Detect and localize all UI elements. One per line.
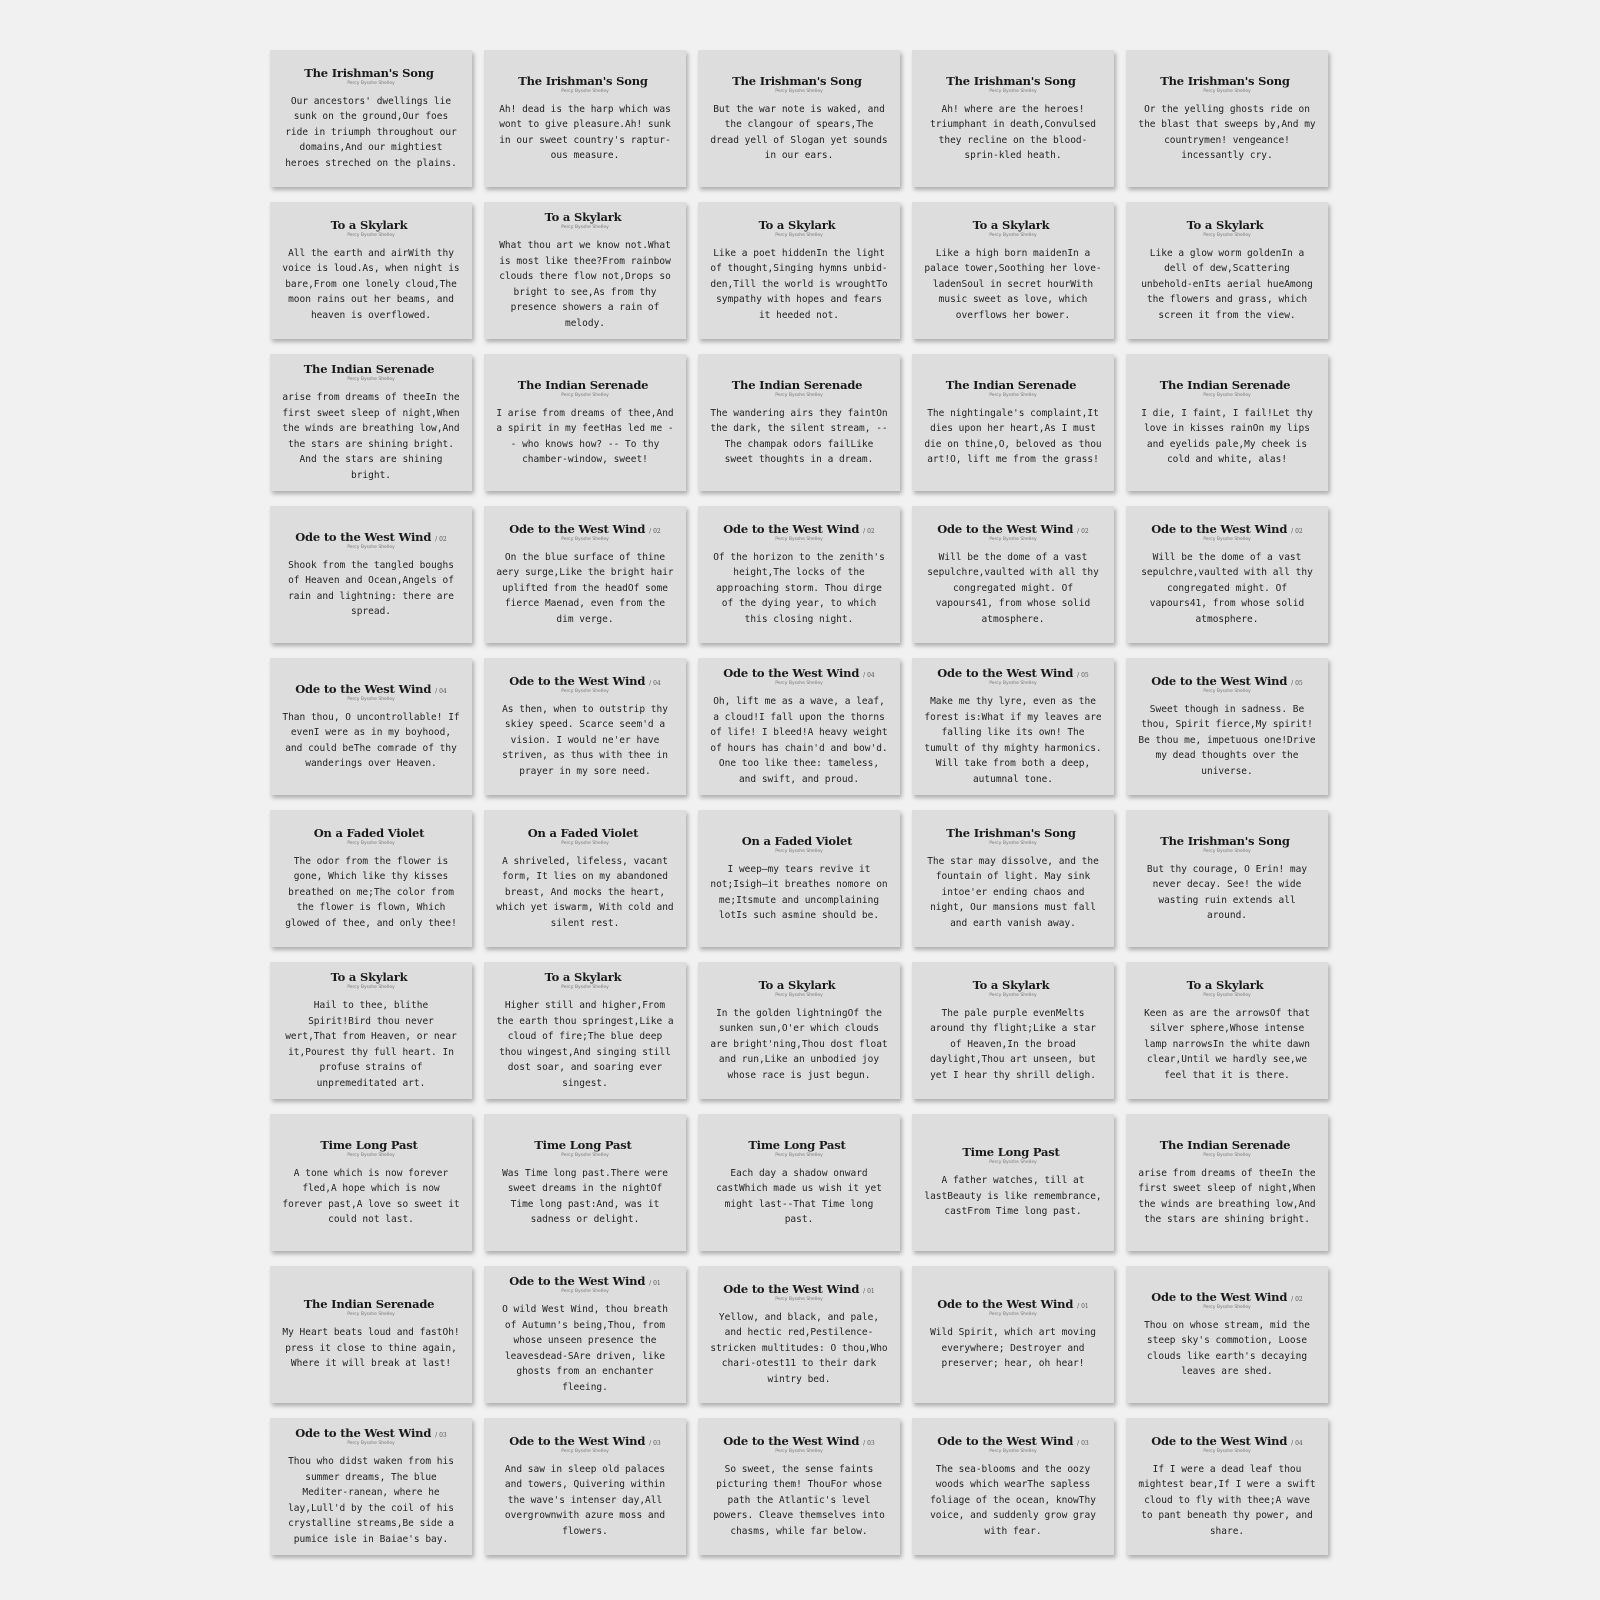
card-header [331, 970, 412, 984]
card-number: / 02 [1291, 1295, 1303, 1303]
card-number: / 05 [1077, 672, 1089, 679]
card-excerpt: Thou who didst waken from his summer dreams, The blue Mediter-ranean, where he lay,Lull'd by the coil of his crystalline streams,Be side a pumice isle in Baiae's bay. [288, 1456, 454, 1545]
card-author: Percy Bysshe Shelley [775, 88, 823, 94]
card-excerpt: arise from dreams of theeIn the first sweet sleep of night,When the winds are breathing low,And the stars are shining bright. [1138, 1167, 1316, 1225]
card-author: Percy Bysshe Shelley [347, 1441, 395, 1446]
poem-card[interactable] [1126, 962, 1328, 1099]
card-title: To a Skylark [758, 977, 836, 992]
card-header [304, 362, 439, 376]
card-header [304, 66, 437, 80]
card-header [304, 1297, 439, 1311]
card-excerpt: Oh, lift me as a wave, a leaf, a cloud!I fall upon the thorns of life! I bleed!A heavy weight of hours has chain'd and bow'd. One too like thee: tameless, and swift, and proud. [710, 696, 888, 785]
card-author: Percy Bysshe Shelley [775, 848, 823, 854]
card-excerpt: So sweet, the sense faints picturing them! ThouFor whose path the Atlantic's level powers. Cleave themselves into chasms, while far below. [713, 1463, 885, 1537]
card-number: / 02 [863, 527, 875, 535]
card-title: Time Long Past [962, 1145, 1060, 1160]
card-header [295, 530, 447, 544]
card-title: The Indian Serenade [303, 1297, 435, 1312]
poem-card[interactable] [484, 1114, 686, 1251]
card-author: Percy Bysshe Shelley [989, 392, 1037, 398]
card-header [518, 378, 653, 392]
poem-card[interactable] [698, 506, 900, 643]
card-header [723, 522, 875, 536]
card-title: The Irishman's Song [1160, 73, 1290, 88]
poem-card[interactable] [270, 202, 472, 339]
card-author: Percy Bysshe Shelley [989, 88, 1037, 94]
card-title: Ode to the West Wind [723, 1433, 860, 1448]
card-title: Ode to the West Wind [1151, 673, 1288, 688]
card-header [723, 1282, 875, 1296]
card-author: Percy Bysshe Shelley [1203, 848, 1251, 854]
poem-card[interactable] [270, 658, 472, 795]
card-header [937, 1297, 1089, 1311]
card-header [946, 378, 1081, 392]
card-excerpt: Keen as are the arrowsOf that silver sphere,Whose intense lamp narrowsIn the white dawn clear,Until we hardly see,we feel that it is there. [1144, 1007, 1310, 1081]
poem-card[interactable] [912, 1418, 1114, 1555]
card-title: The Irishman's Song [946, 825, 1076, 840]
card-header [509, 1274, 661, 1288]
card-header [295, 682, 447, 696]
card-number: / 01 [649, 1280, 661, 1287]
card-number: / 03 [435, 1432, 447, 1439]
card-excerpt: Will be the dome of a vast sepulchre,vaulted with all thy congregated might. Of vapours41, from whose solid atmosphere. [1141, 551, 1313, 625]
card-author: Percy Bysshe Shelley [347, 1312, 395, 1318]
poem-card[interactable] [698, 962, 900, 1099]
card-author: Percy Bysshe Shelley [347, 1152, 395, 1158]
poem-card[interactable] [1126, 1418, 1328, 1555]
poem-card[interactable] [484, 1266, 686, 1403]
card-author: Percy Bysshe Shelley [1203, 88, 1251, 94]
card-excerpt: But the war note is waked, and the clangour of spears,The dread yell of Slogan yet sounds in our ears. [710, 103, 888, 161]
card-title: Ode to the West Wind [295, 681, 432, 696]
poem-card[interactable] [270, 810, 472, 947]
card-author: Percy Bysshe Shelley [561, 1289, 609, 1294]
card-title: To a Skylark [972, 217, 1050, 232]
card-title: Ode to the West Wind [937, 1433, 1074, 1448]
card-author: Percy Bysshe Shelley [347, 232, 395, 238]
card-title: Ode to the West Wind [295, 1426, 432, 1440]
card-title: To a Skylark [330, 970, 408, 984]
card-excerpt: A father watches, till at lastBeauty is like remembrance, castFrom Time long past. [924, 1175, 1102, 1218]
card-excerpt: The wandering airs they faintOn the dark, the silent stream, --The champak odors failLike sweet thoughts in a dream. [710, 407, 888, 465]
card-author: Percy Bysshe Shelley [347, 696, 395, 702]
card-author: Percy Bysshe Shelley [1203, 1152, 1251, 1158]
card-author: Percy Bysshe Shelley [561, 88, 609, 94]
card-header [331, 218, 412, 232]
card-sheet [270, 50, 1328, 1555]
card-author: Percy Bysshe Shelley [989, 840, 1037, 846]
card-excerpt: O wild West Wind, thou breath of Autumn's being,Thou, from whose unseen presence the leavesdead-SAre driven, like ghosts from an enchanter fleeing. [502, 1304, 668, 1393]
card-title: Ode to the West Wind [295, 529, 432, 544]
card-title: Ode to the West Wind [509, 1274, 646, 1288]
card-title: To a Skylark [544, 970, 622, 984]
poem-card[interactable] [698, 810, 900, 947]
card-number: / 02 [1077, 527, 1089, 535]
card-title: Time Long Past [748, 1137, 846, 1152]
poem-card[interactable] [698, 202, 900, 339]
card-author: Percy Bysshe Shelley [561, 225, 609, 230]
card-author: Percy Bysshe Shelley [347, 80, 395, 86]
card-header [973, 978, 1054, 992]
card-header [1160, 74, 1293, 88]
card-header [937, 1434, 1089, 1448]
card-author: Percy Bysshe Shelley [775, 681, 823, 686]
card-header [937, 522, 1089, 536]
card-excerpt: And saw in sleep old palaces and towers, Quivering within the wave's intenser day,All overgrownwith azure moss and flowers. [504, 1463, 666, 1537]
card-header [732, 74, 865, 88]
card-title: The Irishman's Song [732, 73, 862, 88]
card-author: Percy Bysshe Shelley [775, 1448, 823, 1454]
card-header [518, 74, 651, 88]
card-title: Ode to the West Wind [723, 521, 860, 536]
card-excerpt: Yellow, and black, and pale, and hectic red,Pestilence-stricken multitudes: O thou,Who chari-otest11 to their dark wintry bed. [710, 1311, 888, 1385]
card-number: / 01 [1077, 1303, 1089, 1311]
card-title: Ode to the West Wind [509, 673, 646, 688]
card-number: / 03 [649, 1439, 661, 1447]
poem-card[interactable] [698, 354, 900, 491]
card-header [1151, 1434, 1303, 1448]
card-title: The Indian Serenade [303, 362, 435, 376]
poem-card[interactable] [1126, 354, 1328, 491]
card-header [528, 826, 643, 840]
card-author: Percy Bysshe Shelley [989, 1312, 1037, 1318]
card-author: Percy Bysshe Shelley [775, 536, 823, 542]
poem-card[interactable] [484, 202, 686, 339]
card-excerpt: The nightingale's complaint,It dies upon her heart,As I must die on thine,O, beloved as thou art!O, lift me from the grass! [924, 407, 1102, 465]
card-excerpt: What thou art we know not.What is most like thee?From rainbow clouds there flow not,Drops so bright to see,As from thy presence showers a rain of melody. [499, 240, 671, 329]
card-author: Percy Bysshe Shelley [1203, 1448, 1251, 1454]
poem-card[interactable] [484, 658, 686, 795]
card-number: / 04 [1291, 1439, 1303, 1447]
card-number: / 05 [1291, 679, 1303, 687]
card-author: Percy Bysshe Shelley [989, 232, 1037, 238]
card-author: Percy Bysshe Shelley [775, 232, 823, 238]
card-excerpt: I weep—my tears revive it not;Isigh—it breathes nomore on me;Itsmute and uncomplaining lotIs such asmine should be. [710, 863, 888, 921]
card-excerpt: Like a glow worm goldenIn a dell of dew,Scattering unbehold-enIts aerial hueAmong the flowers and grass, which screen it from the view. [1141, 247, 1313, 321]
card-header [742, 834, 857, 848]
card-author: Percy Bysshe Shelley [561, 536, 609, 542]
card-header [545, 210, 626, 224]
card-header [946, 74, 1079, 88]
poem-card[interactable] [270, 962, 472, 1099]
card-header [320, 1138, 421, 1152]
card-excerpt: A shriveled, lifeless, vacant form, It lies on my abandoned breast, And mocks the heart, which yet iswarm, With cold and silent rest. [496, 855, 674, 929]
card-header [534, 1138, 635, 1152]
card-number: / 02 [435, 535, 447, 543]
card-number: / 01 [863, 1287, 875, 1295]
card-header [1151, 674, 1303, 688]
card-excerpt: Was Time long past.There were sweet dreams in the nightOf Time long past:And, was it sadness or delight. [502, 1167, 668, 1225]
card-author: Percy Bysshe Shelley [561, 1448, 609, 1454]
card-title: To a Skylark [1186, 977, 1264, 992]
card-excerpt: Will be the dome of a vast sepulchre,vaulted with all thy congregated might. Of vapours41, from whose solid atmosphere. [927, 551, 1099, 625]
card-author: Percy Bysshe Shelley [347, 985, 395, 990]
card-excerpt: arise from dreams of theeIn the first sweet sleep of night,When the winds are breathing low,And the stars are shining bright. And the stars are shining bright. [282, 392, 460, 481]
card-header [759, 978, 840, 992]
card-header [748, 1138, 849, 1152]
card-excerpt: Each day a shadow onward castWhich made us wish it yet might last--That Time long past. [716, 1167, 882, 1225]
card-author: Percy Bysshe Shelley [1203, 992, 1251, 998]
card-title: The Irishman's Song [1160, 833, 1290, 848]
card-title: To a Skylark [330, 217, 408, 232]
card-excerpt: Shook from the tangled boughs of Heaven and Ocean,Angels of rain and lightning: there are spread. [288, 559, 454, 617]
poem-card[interactable] [912, 202, 1114, 339]
card-title: Ode to the West Wind [509, 1433, 646, 1448]
card-excerpt: Of the horizon to the zenith's height,The locks of the approaching storm. Thou dirge of the dying year, to which this closing night. [713, 551, 885, 625]
card-header [1160, 834, 1293, 848]
card-number: / 03 [863, 1439, 875, 1447]
card-header [1160, 378, 1295, 392]
card-title: To a Skylark [972, 977, 1050, 992]
card-title: To a Skylark [1186, 217, 1264, 232]
card-author: Percy Bysshe Shelley [561, 1152, 609, 1158]
poem-card[interactable] [698, 658, 900, 795]
card-number: / 04 [649, 679, 661, 687]
card-author: Percy Bysshe Shelley [1203, 392, 1251, 398]
card-author: Percy Bysshe Shelley [1203, 688, 1251, 694]
card-excerpt: Higher still and higher,From the earth thou springest,Like a cloud of fire;The blue deep thou wingest,And singing still dost soar, and soaring ever singest. [496, 1000, 674, 1089]
card-title: Ode to the West Wind [509, 521, 646, 536]
card-author: Percy Bysshe Shelley [989, 536, 1037, 542]
card-title: The Indian Serenade [1159, 377, 1291, 392]
card-excerpt: As then, when to outstrip thy skiey speed. Scarce seem'd a vision. I would ne'er have striven, as thus with thee in prayer in my sore need. [502, 703, 668, 777]
card-title: On a Faded Violet [527, 825, 639, 840]
card-author: Percy Bysshe Shelley [561, 840, 609, 846]
card-header [509, 522, 661, 536]
card-number: / 03 [1077, 1439, 1089, 1447]
card-title: Ode to the West Wind [937, 666, 1074, 680]
card-excerpt: The pale purple evenMelts around thy flight;Like a star of Heaven,In the broad daylight,Thou art unseen, but yet I hear thy shrill deligh. [930, 1007, 1096, 1081]
card-title: Ode to the West Wind [937, 521, 1074, 536]
poem-card[interactable] [698, 50, 900, 187]
card-author: Percy Bysshe Shelley [989, 1160, 1037, 1166]
poem-card[interactable] [1126, 1114, 1328, 1251]
poem-card[interactable] [912, 50, 1114, 187]
card-author: Percy Bysshe Shelley [1203, 536, 1251, 542]
card-excerpt: The star may dissolve, and the fountain of light. May sink intoe'er ending chaos and night, Our mansions must fall and earth vanish away. [927, 855, 1099, 929]
card-excerpt: My Heart beats loud and fastOh! press it close to thine again, Where it will break at last! [282, 1327, 460, 1370]
card-header [973, 218, 1054, 232]
card-header [1151, 522, 1303, 536]
card-header [314, 826, 429, 840]
card-title: Ode to the West Wind [937, 1297, 1074, 1312]
poem-card[interactable] [484, 506, 686, 643]
card-author: Percy Bysshe Shelley [775, 392, 823, 398]
card-title: The Irishman's Song [518, 73, 648, 88]
card-header [723, 666, 875, 680]
card-author: Percy Bysshe Shelley [561, 688, 609, 694]
card-number: / 02 [1291, 527, 1303, 535]
poem-card[interactable] [912, 506, 1114, 643]
card-excerpt: The odor from the flower is gone, Which like thy kisses breathed on me;The color from the flower is flown, Which glowed of thee, and only thee! [285, 855, 457, 929]
card-excerpt: Thou on whose stream, mid the steep sky's commotion, Loose clouds like earth's decaying leaves are shed. [1144, 1319, 1310, 1377]
poem-card[interactable] [270, 1266, 472, 1403]
card-header [1187, 218, 1268, 232]
card-header [509, 1434, 661, 1448]
card-excerpt: I arise from dreams of thee,And a spirit in my feetHas led me -- who knows how? -- To thy chamber-window, sweet! [496, 407, 674, 465]
card-excerpt: Ah! where are the heroes! triumphant in death,Convulsed they recline on the blood-sprin-kled heath. [930, 103, 1096, 161]
poem-card[interactable] [270, 1418, 472, 1555]
card-header [545, 970, 626, 984]
card-title: Ode to the West Wind [1151, 521, 1288, 536]
card-title: To a Skylark [758, 217, 836, 232]
card-author: Percy Bysshe Shelley [775, 992, 823, 998]
card-excerpt: Our ancestors' dwellings lie sunk on the ground,Our foes ride in triumph throughout our domains,And our mightiest heroes streched on the plains. [285, 95, 457, 169]
card-excerpt: Hail to thee, blithe Spirit!Bird thou never wert,That from Heaven, or near it,Pourest thy full heart. In profuse strains of unpremeditated art. [285, 1000, 457, 1089]
card-header [1151, 1290, 1303, 1304]
card-excerpt: Wild Spirit, which art moving everywhere; Destroyer and preserver; hear, oh hear! [930, 1327, 1096, 1370]
poem-card[interactable] [912, 810, 1114, 947]
card-excerpt: Make me thy lyre, even as the forest is:What if my leaves are falling like its own! The tumult of thy mighty harmonics. Will take from both a deep, autumnal tone. [924, 696, 1102, 785]
card-header [937, 666, 1089, 680]
poem-card[interactable] [484, 354, 686, 491]
card-excerpt: On the blue surface of thine aery surge,Like the bright hair uplifted from the headOf some fierce Maenad, even from the dim verge. [496, 551, 674, 625]
card-header [509, 674, 661, 688]
card-header [732, 378, 867, 392]
poem-card[interactable] [270, 1114, 472, 1251]
card-excerpt: I die, I faint, I fail!Let thy love in kisses rainOn my lips and eyelids pale,My cheek is cold and white, alas! [1141, 407, 1313, 465]
card-author: Percy Bysshe Shelley [989, 992, 1037, 998]
card-excerpt: Than thou, O uncontrollable! If evenI were as in my boyhood, and could beThe comrade of thy wanderings over Heaven. [282, 711, 460, 769]
poem-card[interactable] [484, 810, 686, 947]
poem-card[interactable] [1126, 658, 1328, 795]
card-header [759, 218, 840, 232]
card-author: Percy Bysshe Shelley [561, 985, 609, 990]
poem-card[interactable] [912, 1114, 1114, 1251]
card-title: The Indian Serenade [517, 377, 649, 392]
card-title: Time Long Past [320, 1137, 418, 1152]
card-title: On a Faded Violet [313, 825, 425, 840]
poem-card[interactable] [1126, 50, 1328, 187]
poem-card[interactable] [912, 658, 1114, 795]
card-excerpt: In the golden lightningOf the sunken sun,O'er which clouds are bright'ning,Thou dost float and run,Like an unbodied joy whose race is just begun. [710, 1007, 888, 1081]
card-excerpt: Like a high born maidenIn a palace tower,Soothing her love-ladenSoul in secret hourWith music sweet as love, which overflows her bower. [924, 247, 1102, 321]
card-author: Percy Bysshe Shelley [347, 840, 395, 846]
card-excerpt: The sea-blooms and the oozy woods which wearThe sapless foliage of the ocean, knowThy voice, and suddenly grow gray with fear. [930, 1463, 1096, 1537]
card-author: Percy Bysshe Shelley [775, 1296, 823, 1302]
card-title: Ode to the West Wind [1151, 1433, 1288, 1448]
card-title: On a Faded Violet [741, 833, 853, 848]
card-title: The Indian Serenade [731, 377, 863, 392]
poem-card[interactable] [912, 962, 1114, 1099]
poem-card[interactable] [698, 1266, 900, 1403]
card-number: / 02 [649, 527, 661, 535]
poem-card[interactable] [698, 1114, 900, 1251]
card-excerpt: Ah! dead is the harp which was wont to give pleasure.Ah! sunk in our sweet country's raptur-ous measure. [499, 103, 671, 161]
card-excerpt: If I were a dead leaf thou mightest bear,If I were a swift cloud to fly with thee;A wave to pant beneath thy power, and share. [1138, 1463, 1316, 1537]
card-title: Ode to the West Wind [723, 1281, 860, 1296]
poem-card[interactable] [484, 1418, 686, 1555]
poem-card[interactable] [270, 50, 472, 187]
card-title: Time Long Past [534, 1137, 632, 1152]
poem-card[interactable] [912, 1266, 1114, 1403]
poem-card[interactable] [484, 962, 686, 1099]
card-number: / 04 [863, 672, 875, 679]
poem-card[interactable] [484, 50, 686, 187]
card-excerpt: Like a poet hiddenIn the light of thought,Singing hymns unbid-den,Till the world is wroughtTo sympathy with hopes and fears it heeded not. [710, 247, 888, 321]
card-excerpt: All the earth and airWith thy voice is loud.As, when night is bare,From one lonely cloud,The moon rains out her beams, and heaven is overflowed. [282, 247, 460, 321]
card-title: The Indian Serenade [1159, 1137, 1291, 1152]
card-title: The Indian Serenade [945, 377, 1077, 392]
card-author: Percy Bysshe Shelley [1203, 232, 1251, 238]
card-author: Percy Bysshe Shelley [989, 681, 1037, 686]
card-title: The Irishman's Song [946, 73, 1076, 88]
poem-card[interactable] [912, 354, 1114, 491]
poem-card[interactable] [1126, 506, 1328, 643]
poem-card[interactable] [1126, 202, 1328, 339]
card-excerpt: Sweet though in sadness. Be thou, Spirit fierce,My spirit! Be thou me, impetuous one!Drive my dead thoughts over the universe. [1138, 703, 1316, 777]
card-author: Percy Bysshe Shelley [347, 544, 395, 550]
card-title: Ode to the West Wind [1151, 1289, 1288, 1304]
poem-card[interactable] [1126, 1266, 1328, 1403]
card-excerpt: Or the yelling ghosts ride on the blast that sweeps by,And my countrymen! vengeance! incessantly cry. [1138, 103, 1316, 161]
card-author: Percy Bysshe Shelley [561, 392, 609, 398]
poem-card[interactable] [698, 1418, 900, 1555]
poem-card[interactable] [1126, 810, 1328, 947]
card-author: Percy Bysshe Shelley [1203, 1304, 1251, 1310]
card-title: The Irishman's Song [304, 65, 434, 80]
card-header [1160, 1138, 1295, 1152]
poem-card[interactable] [270, 354, 472, 491]
card-header [946, 826, 1079, 840]
card-header [962, 1145, 1063, 1159]
card-author: Percy Bysshe Shelley [347, 377, 395, 382]
card-excerpt: But thy courage, O Erin! may never decay. See! the wide wasting ruin extends all around. [1146, 863, 1308, 921]
card-title: To a Skylark [544, 210, 622, 224]
card-title: Ode to the West Wind [723, 666, 860, 680]
poem-card[interactable] [270, 506, 472, 643]
card-header [723, 1434, 875, 1448]
card-header [1187, 978, 1268, 992]
card-header [295, 1426, 447, 1440]
card-excerpt: A tone which is now forever fled,A hope which is now forever past,A love so sweet it could not last. [282, 1167, 460, 1225]
card-author: Percy Bysshe Shelley [989, 1448, 1037, 1454]
card-number: / 04 [435, 687, 447, 695]
card-author: Percy Bysshe Shelley [775, 1152, 823, 1158]
